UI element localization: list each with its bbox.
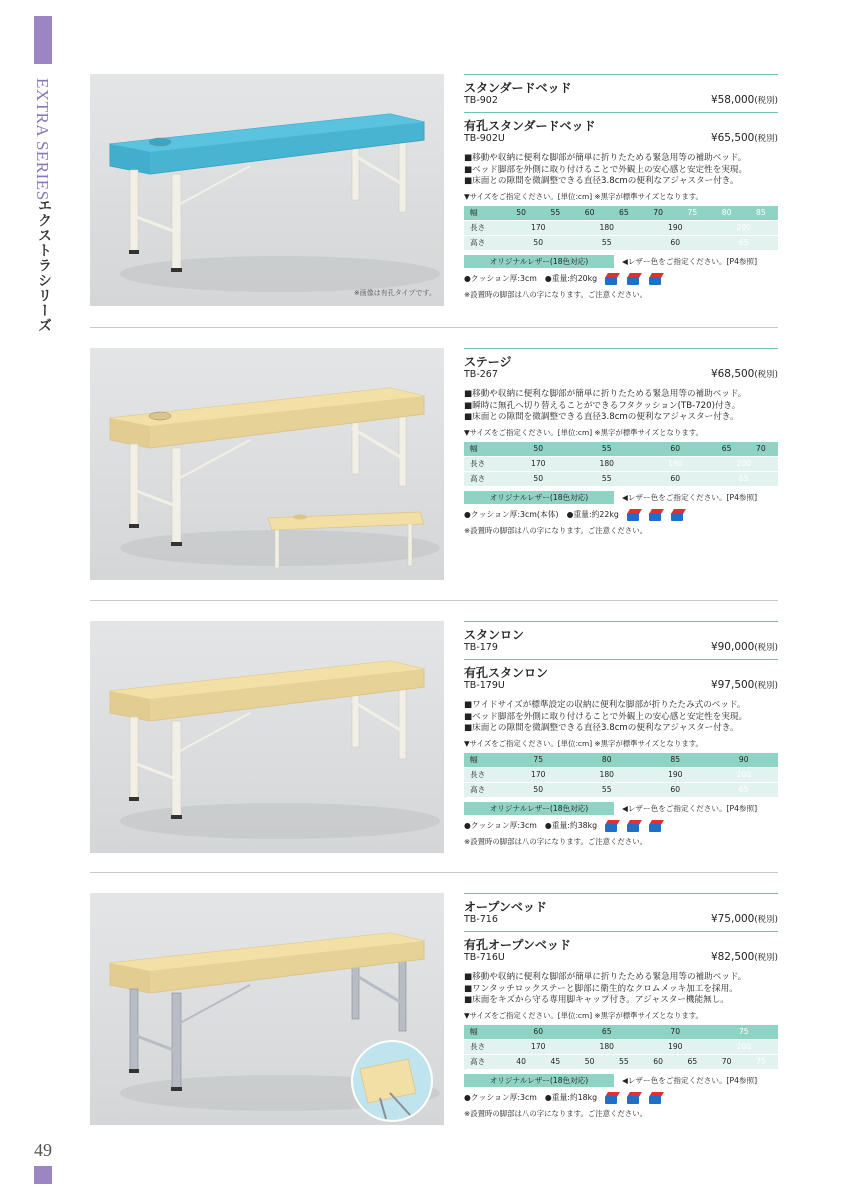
product-photo [90,621,444,853]
footnote: ※設置時の脚部は八の字になります。ご注意ください。 [464,289,647,299]
size-note: ▼サイズをご指定ください。[単位:cm] ※黒字が標準サイズとなります。 [464,1010,703,1020]
spec-row [464,782,778,797]
leather-row [464,491,778,504]
size-spec-table [464,205,778,250]
product-name: スタンロン [464,628,525,642]
spec-row-label: 長さ [464,456,504,471]
product-code: TB-902U [464,133,505,144]
weight: ●重量:約20kg [544,274,598,283]
size-spec-table [464,1024,778,1069]
spec-row-label: 高さ [464,471,504,486]
weight: ●重量:約38kg [544,821,598,830]
product-name: 有孔オープンベッド [464,938,571,952]
spec-value: 75 [744,1054,778,1069]
spec-value: 55 [607,1054,641,1069]
spec-value: 180 [573,220,642,235]
spec-value: 190 [641,767,710,782]
product-price: ¥82,500(税別) [710,951,778,963]
leather-tag: オリジナルレザー(18色対応) [464,491,614,504]
spec-row [464,441,778,456]
spec-value: 75 [504,752,573,767]
feature-item: ■瞬時に無孔へ切り替えることができるフタクッション(TB-720)付き。 [464,400,741,411]
spec-row-label: 幅 [464,1024,504,1039]
size-note: ▼サイズをご指定ください。[単位:cm] ※黒字が標準サイズとなります。 [464,191,703,201]
section-divider [90,600,778,601]
meta-row [464,272,778,286]
product-title-block [464,893,778,927]
photo-note: ※画像は有孔タイプです。 [353,289,436,297]
spec-row-label: 長さ [464,220,504,235]
spec-value: 50 [504,471,573,486]
spec-value: 65 [675,1054,709,1069]
product-name: オープンベッド [464,900,547,914]
product-code: TB-716 [464,914,498,925]
spec-row [464,767,778,782]
product-price: ¥90,000(税別) [710,641,778,653]
spec-value: 170 [504,220,573,235]
feature-item: ■床面との隙間を微調整できる直径3.8cmの便利なアジャスター付き。 [464,412,739,422]
spec-value: 180 [573,767,642,782]
spec-value: 200 [710,1039,779,1054]
size-note: ▼サイズをご指定ください。[単位:cm] ※黒字が標準サイズとなります。 [464,738,703,748]
spec-value: 80 [573,752,642,767]
leather-tag: オリジナルレザー(18色対応) [464,255,614,268]
spec-value: 170 [504,1039,573,1054]
shipping-size-icon [627,509,691,521]
footnote: ※設置時の脚部は八の字になります。ご注意ください。 [464,525,647,535]
footnote: ※設置時の脚部は八の字になります。ご注意ください。 [464,1108,647,1118]
feature-list [464,972,778,1007]
series-label-ja: エクストラシリーズ [36,198,52,333]
spec-row [464,235,778,250]
cushion-thickness: ●クッション厚:3cm [464,1093,537,1102]
feature-list [464,700,778,735]
spec-row [464,220,778,235]
spec-value: 70 [641,205,675,220]
feature-item: ■ベッド脚部を外側に取り付けることで外観上の安心感と安定性を実現。 [464,164,748,175]
product-price: ¥75,000(税別) [710,913,778,925]
spec-value: 180 [573,456,642,471]
spec-value: 60 [641,782,710,797]
spec-value: 50 [504,782,573,797]
product-price: ¥65,500(税別) [710,132,778,144]
spec-value: 55 [573,441,642,456]
spec-value: 50 [504,205,538,220]
spec-row-label: 高さ [464,1054,504,1069]
page-accent-bar [34,1166,52,1184]
footnote: ※設置時の脚部は八の字になります。ご注意ください。 [464,836,647,846]
product-price: ¥68,500(税別) [710,368,778,380]
product-name: 有孔スタンダードベッド [464,119,596,133]
feature-item: ■移動や収納に便利な脚部が簡単に折りたためる緊急用等の補助ベッド。 [464,389,747,399]
product-title-block [464,74,778,108]
spec-row-label: 幅 [464,441,504,456]
spec-value: 80 [710,205,744,220]
shipping-size-icon [605,820,669,832]
spec-value: 65 [710,782,779,797]
spec-value: 60 [573,205,607,220]
spec-row [464,471,778,486]
spec-value: 90 [710,752,779,767]
spec-value: 75 [675,205,709,220]
cushion-thickness: ●クッション厚:3cm [464,821,537,830]
section-divider [90,872,778,873]
spec-value: 190 [641,1039,710,1054]
spec-value: 65 [710,235,779,250]
feature-item: ■床面をキズから守る専用脚キャップ付き。アジャスター機能無し。 [464,995,729,1005]
spec-value: 60 [641,235,710,250]
leather-note: ◀レザー色をご指定ください。[P4参照] [622,1075,758,1085]
product-code: TB-267 [464,369,498,380]
spec-row-label: 幅 [464,752,504,767]
spec-row [464,752,778,767]
leather-tag: オリジナルレザー(18色対応) [464,1074,614,1087]
feature-item: ■床面との隙間を微調整できる直径3.8cmの便利なアジャスター付き。 [464,723,739,733]
spec-value: 65 [710,441,744,456]
product-title-block [464,659,778,693]
spec-value: 60 [504,1024,573,1039]
spec-value: 200 [710,220,779,235]
spec-row-label: 高さ [464,235,504,250]
product-code: TB-902 [464,95,498,106]
size-spec-table [464,752,778,797]
spec-value: 45 [538,1054,572,1069]
spec-row [464,1054,778,1069]
feature-list [464,153,778,188]
spec-value: 55 [538,205,572,220]
spec-value: 60 [641,1054,675,1069]
spec-value: 70 [641,1024,710,1039]
spec-value: 170 [504,767,573,782]
product-info [464,621,778,847]
product-code: TB-179U [464,680,505,691]
product-code: TB-716U [464,952,505,963]
product-info [464,74,778,300]
product-price: ¥97,500(税別) [710,679,778,691]
spec-value: 50 [573,1054,607,1069]
spec-row-label: 長さ [464,767,504,782]
feature-item: ■移動や収納に便利な脚部が簡単に折りたためる緊急用等の補助ベッド。 [464,153,747,163]
leather-note: ◀レザー色をご指定ください。[P4参照] [622,803,758,813]
spec-value: 190 [641,220,710,235]
product-price: ¥58,000(税別) [710,94,778,106]
product-photo [90,893,444,1125]
product-photo [90,348,444,580]
spec-value: 50 [504,441,573,456]
spec-row [464,1024,778,1039]
product-info [464,893,778,1119]
feature-list [464,389,778,424]
meta-row [464,508,778,522]
spec-value: 55 [573,471,642,486]
leather-note: ◀レザー色をご指定ください。[P4参照] [622,492,758,502]
spec-value: 180 [573,1039,642,1054]
spec-row-label: 幅 [464,205,504,220]
page-number: 49 [34,1140,52,1160]
spec-value: 65 [607,205,641,220]
cushion-thickness: ●クッション厚:3cm(本体) [464,510,559,519]
spec-value: 50 [504,235,573,250]
spec-value: 60 [641,441,710,456]
spec-value: 70 [744,441,778,456]
feature-item: ■ワイドサイズが標準設定の収納に便利な脚部が折りたたみ式のベッド。 [464,700,746,710]
meta-row [464,819,778,833]
feature-item: ■床面との隙間を微調整できる直径3.8cmの便利なアジャスター付き。 [464,176,739,186]
shipping-size-icon [605,1092,669,1104]
size-note: ▼サイズをご指定ください。[単位:cm] ※黒字が標準サイズとなります。 [464,427,703,437]
product-photo [90,74,444,306]
size-spec-table [464,441,778,486]
spec-row [464,1039,778,1054]
leather-row [464,802,778,815]
spec-value: 65 [573,1024,642,1039]
product-name: スタンダードベッド [464,81,572,95]
product-title-block [464,112,778,146]
product-code: TB-179 [464,642,498,653]
spec-value: 40 [504,1054,538,1069]
shipping-size-icon [605,273,669,285]
spec-row-label: 高さ [464,782,504,797]
section-divider [90,327,778,328]
product-name: 有孔スタンロン [464,666,549,680]
product-name: ステージ [464,355,512,369]
spec-row [464,205,778,220]
spec-value: 65 [710,471,779,486]
weight: ●重量:約22kg [566,510,619,519]
spec-value: 200 [710,767,779,782]
product-title-block [464,348,778,382]
spec-row [464,456,778,471]
cushion-thickness: ●クッション厚:3cm [464,274,537,283]
spec-value: 200 [710,456,779,471]
leather-row [464,255,778,268]
spec-value: 85 [641,752,710,767]
spec-value: 60 [641,471,710,486]
product-title-block [464,931,778,965]
spec-value: 55 [573,782,642,797]
feature-item: ■ワンタッチロックステーと脚部に衛生的なクロムメッキ加工を採用。 [464,983,738,994]
series-label: EXTRA SERIES [33,78,52,201]
product-title-block [464,621,778,655]
feature-item: ■移動や収納に便利な脚部が簡単に折りたためる緊急用等の補助ベッド。 [464,972,747,982]
meta-row [464,1091,778,1105]
spec-value: 55 [573,235,642,250]
spec-value: 190 [641,456,710,471]
spec-row-label: 長さ [464,1039,504,1054]
feature-item: ■ベッド脚部を外側に取り付けることで外観上の安心感と安定性を実現。 [464,711,748,722]
spec-value: 85 [744,205,778,220]
spec-value: 170 [504,456,573,471]
spec-value: 75 [710,1024,779,1039]
leather-row [464,1074,778,1087]
leather-note: ◀レザー色をご指定ください。[P4参照] [622,256,758,266]
side-accent-bar [34,16,52,64]
leather-tag: オリジナルレザー(18色対応) [464,802,614,815]
spec-value: 70 [710,1054,744,1069]
product-info [464,348,778,536]
weight: ●重量:約18kg [544,1093,598,1102]
